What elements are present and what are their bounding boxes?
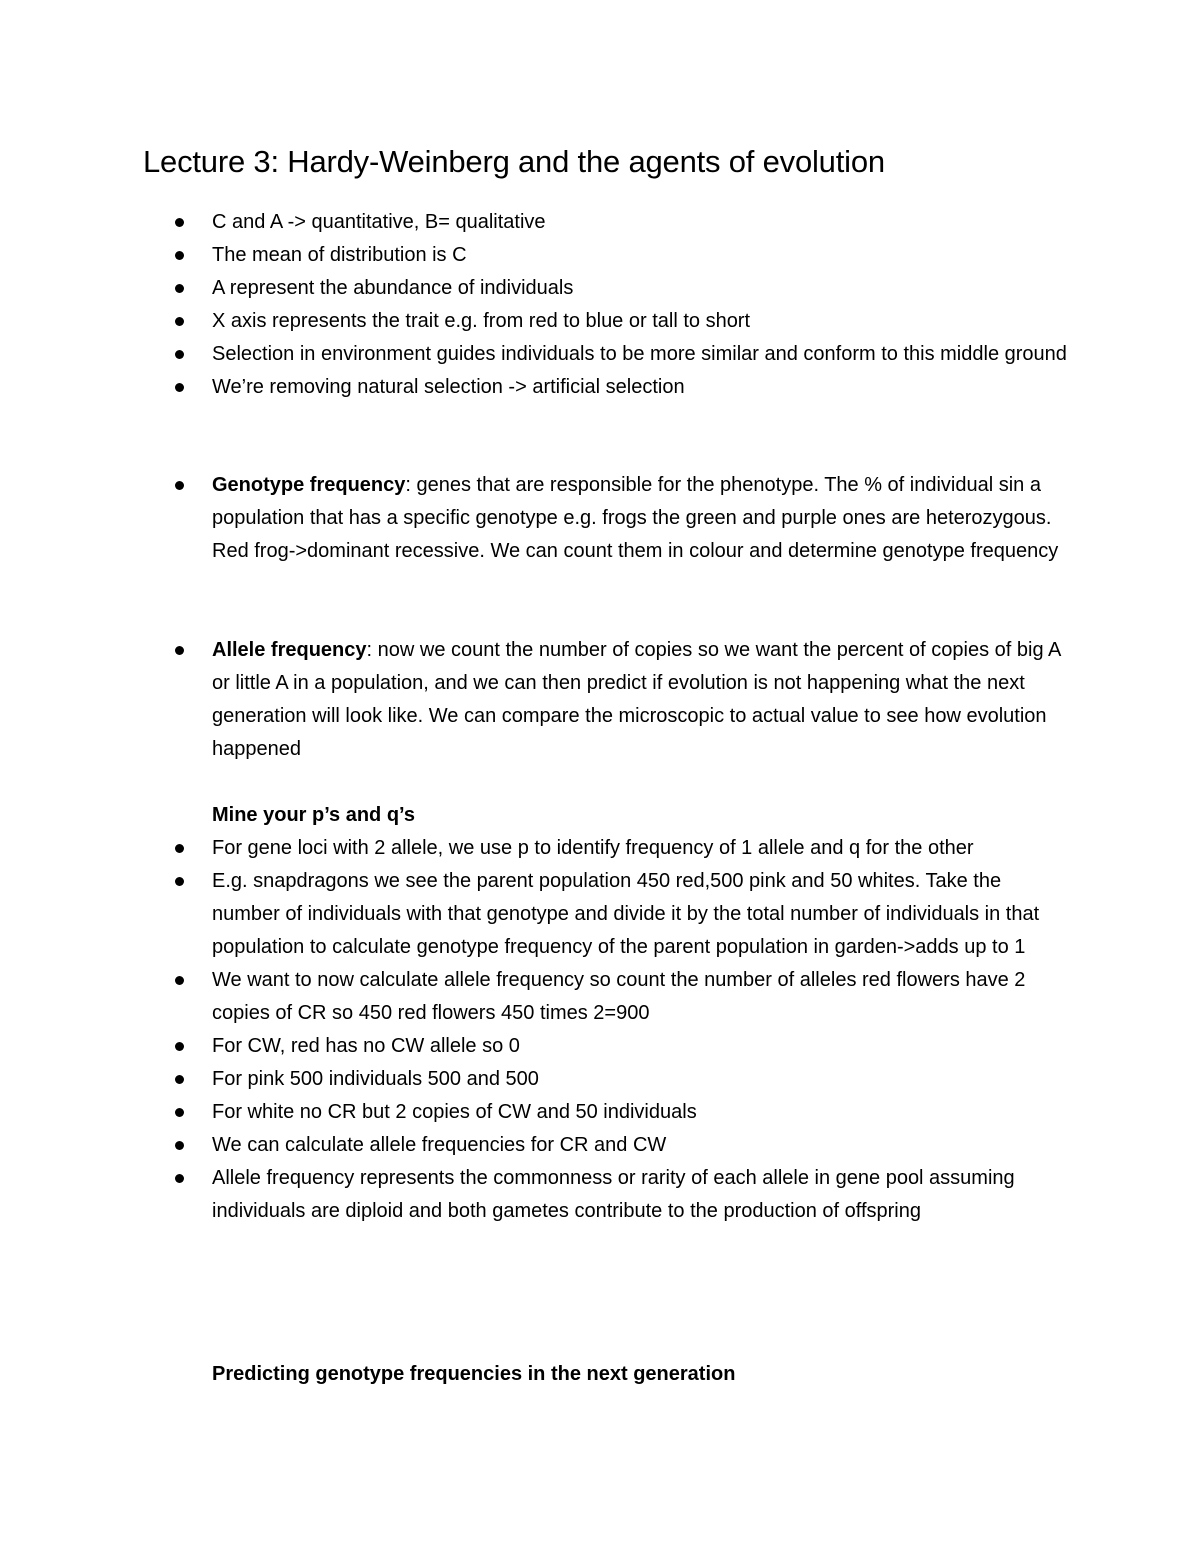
bullet-icon (175, 383, 184, 392)
bullet-icon (175, 284, 184, 293)
list-item: C and A -> quantitative, B= qualitative (0, 206, 1200, 239)
intro-list-section (0, 206, 1200, 404)
list-item: We’re removing natural selection -> artificial selection (0, 371, 1200, 404)
bullet-icon (175, 1075, 184, 1084)
p-q-bullet-list (0, 832, 1200, 1228)
list-item: X axis represents the trait e.g. from red to blue or tall to short (0, 305, 1200, 338)
bullet-icon (175, 218, 184, 227)
bullet-icon (175, 317, 184, 326)
genotype-frequency-label: Genotype frequency (212, 474, 406, 496)
bullet-icon (175, 350, 184, 359)
list-item: Selection in environment guides individuals to be more similar and conform to this middle ground (0, 338, 1200, 371)
list-item: For gene loci with 2 allele, we use p to identify frequency of 1 allele and q for the other (0, 832, 1200, 865)
bullet-icon (175, 877, 184, 886)
list-item: For pink 500 individuals 500 and 500 (0, 1063, 1200, 1096)
list-item: E.g. snapdragons we see the parent population 450 red,500 pink and 50 whites. Take the number of individuals with that genotype and divide it by the total number of individuals in that population to calculate genotype frequency of the parent population in garden->adds up to 1 (0, 865, 1200, 964)
list-item: A represent the abundance of individuals (0, 272, 1200, 305)
page-title: Lecture 3: Hardy-Weinberg and the agents of evolution (143, 144, 885, 179)
intro-bullet-list (0, 206, 1200, 404)
bullet-icon (175, 251, 184, 260)
list-item: We want to now calculate allele frequency so count the number of alleles red flowers have 2 copies of CR so 450 red flowers 450 times 2=900 (0, 964, 1200, 1030)
list-item: We can calculate allele frequencies for CR and CW (0, 1129, 1200, 1162)
list-item: The mean of distribution is C (0, 239, 1200, 272)
list-item: For white no CR but 2 copies of CW and 50 individuals (0, 1096, 1200, 1129)
bullet-icon (175, 844, 184, 853)
bullet-icon (175, 1174, 184, 1183)
list-item (0, 634, 1200, 766)
list-item (0, 469, 1200, 568)
list-item: For CW, red has no CW allele so 0 (0, 1030, 1200, 1063)
bullet-icon (175, 1042, 184, 1051)
bullet-icon (175, 976, 184, 985)
subheading-mine-your-ps-and-qs: Mine your p’s and q’s (212, 804, 415, 826)
allele-frequency-section (0, 634, 1200, 766)
list-item: Allele frequency represents the commonness or rarity of each allele in gene pool assuming individuals are diploid and both gametes contribute to the production of offspring (0, 1162, 1200, 1228)
bullet-icon (175, 1108, 184, 1117)
allele-frequency-text: : now we count the number of copies so we want the percent of copies of big A or little A in a population, and we can then predict if evolution is not happening what the next generation will look like. We can compare the microscopic to actual value to see how evolution happened (212, 639, 1061, 760)
p-q-list-section (0, 832, 1200, 1228)
genotype-frequency-text: : genes that are responsible for the phenotype. The % of individual sin a population that has a specific genotype e.g. frogs the green and purple ones are heterozygous. Red frog->dominant recessive. We can count them in colour and determine genotype frequency (212, 474, 1059, 562)
allele-frequency-label: Allele frequency (212, 639, 367, 661)
bullet-icon (175, 1141, 184, 1150)
bullet-icon (175, 646, 184, 655)
subheading-predicting-genotype-frequencies: Predicting genotype frequencies in the next generation (212, 1363, 736, 1385)
bullet-icon (175, 481, 184, 490)
genotype-frequency-section (0, 469, 1200, 568)
